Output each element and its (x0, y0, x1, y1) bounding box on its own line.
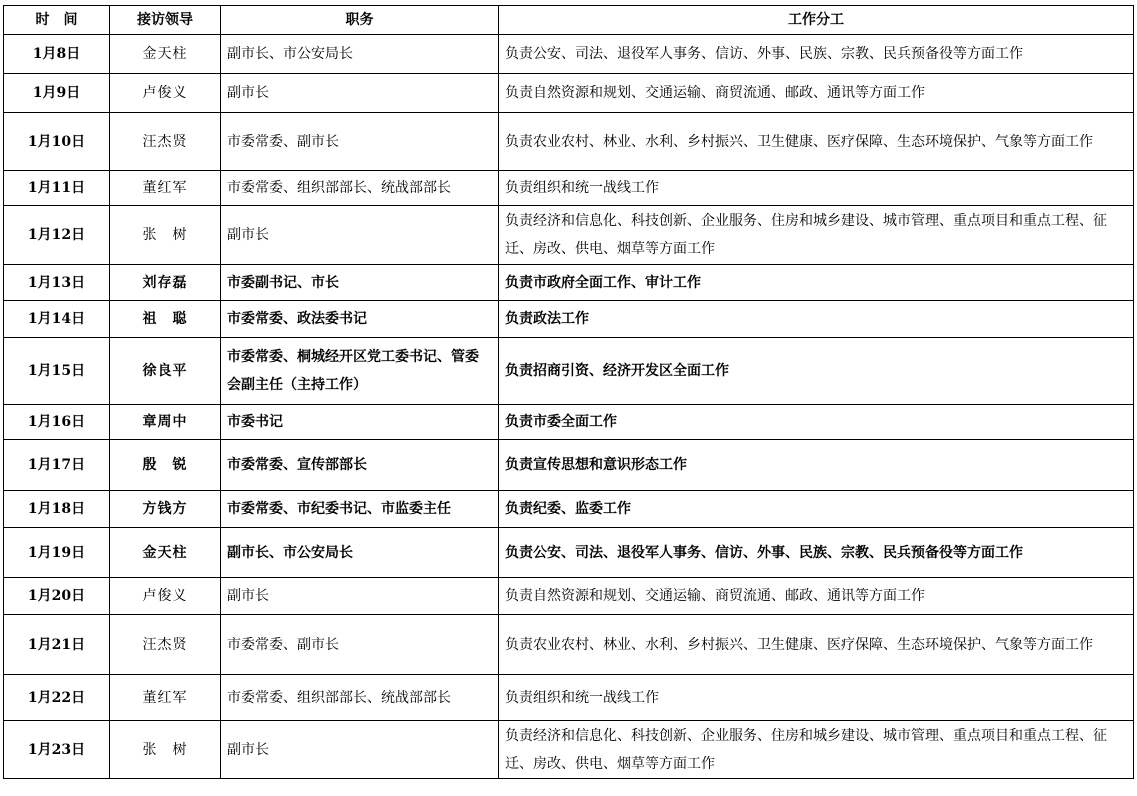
row-date: 1月12日 (4, 206, 110, 265)
header-date: 时 间 (4, 6, 110, 35)
row-duty: 负责宣传思想和意识形态工作 (499, 440, 1134, 491)
row-duty: 负责市政府全面工作、审计工作 (499, 265, 1134, 301)
row-date: 1月14日 (4, 301, 110, 338)
row-duty: 负责组织和统一战线工作 (499, 675, 1134, 721)
row-leader: 卢俊义 (110, 74, 221, 113)
row-leader: 汪杰贤 (110, 113, 221, 171)
row-position: 市委副书记、市长 (221, 265, 499, 301)
row-duty: 负责招商引资、经济开发区全面工作 (499, 338, 1134, 405)
header-duty: 工作分工 (499, 6, 1134, 35)
table-row (4, 578, 1134, 615)
table-row (4, 35, 1134, 74)
table-row (4, 301, 1134, 338)
table-row (4, 440, 1134, 491)
table-row (4, 113, 1134, 171)
table-row (4, 615, 1134, 675)
row-position: 市委常委、副市长 (221, 113, 499, 171)
row-position: 市委常委、副市长 (221, 615, 499, 675)
row-leader: 董红军 (110, 171, 221, 206)
table-header-row (4, 6, 1134, 35)
row-leader: 汪杰贤 (110, 615, 221, 675)
table-row (4, 338, 1134, 405)
table-row (4, 491, 1134, 528)
row-leader: 金天柱 (110, 35, 221, 74)
row-position: 副市长、市公安局长 (221, 35, 499, 74)
row-position: 市委常委、组织部部长、统战部部长 (221, 675, 499, 721)
row-position: 市委常委、组织部部长、统战部部长 (221, 171, 499, 206)
row-position: 副市长 (221, 74, 499, 113)
row-duty: 负责农业农村、林业、水利、乡村振兴、卫生健康、医疗保障、生态环境保护、气象等方面工作 (499, 113, 1134, 171)
row-duty: 负责纪委、监委工作 (499, 491, 1134, 528)
row-leader: 卢俊义 (110, 578, 221, 615)
row-date: 1月20日 (4, 578, 110, 615)
row-leader: 殷 锐 (110, 440, 221, 491)
row-leader: 祖 聪 (110, 301, 221, 338)
row-duty: 负责经济和信息化、科技创新、企业服务、住房和城乡建设、城市管理、重点项目和重点工程、征迁、房改、供电、烟草等方面工作 (499, 721, 1134, 779)
row-date: 1月11日 (4, 171, 110, 206)
header-leader: 接访领导 (110, 6, 221, 35)
table-row (4, 206, 1134, 265)
row-duty: 负责农业农村、林业、水利、乡村振兴、卫生健康、医疗保障、生态环境保护、气象等方面工作 (499, 615, 1134, 675)
row-date: 1月8日 (4, 35, 110, 74)
row-leader: 刘存磊 (110, 265, 221, 301)
row-position: 副市长 (221, 721, 499, 779)
header-position: 职务 (221, 6, 499, 35)
row-duty: 负责政法工作 (499, 301, 1134, 338)
row-date: 1月17日 (4, 440, 110, 491)
row-date: 1月21日 (4, 615, 110, 675)
row-leader: 张 树 (110, 721, 221, 779)
leader-visit-schedule-table (3, 5, 1134, 779)
row-leader: 董红军 (110, 675, 221, 721)
row-date: 1月16日 (4, 405, 110, 440)
row-duty: 负责自然资源和规划、交通运输、商贸流通、邮政、通讯等方面工作 (499, 74, 1134, 113)
table-row (4, 171, 1134, 206)
row-date: 1月23日 (4, 721, 110, 779)
row-duty: 负责公安、司法、退役军人事务、信访、外事、民族、宗教、民兵预备役等方面工作 (499, 528, 1134, 578)
row-date: 1月15日 (4, 338, 110, 405)
row-leader: 徐良平 (110, 338, 221, 405)
row-leader: 张 树 (110, 206, 221, 265)
row-position: 市委常委、宣传部部长 (221, 440, 499, 491)
table-row (4, 675, 1134, 721)
table-row (4, 405, 1134, 440)
row-position: 市委常委、桐城经开区党工委书记、管委会副主任（主持工作） (221, 338, 499, 405)
row-date: 1月18日 (4, 491, 110, 528)
row-position: 市委常委、政法委书记 (221, 301, 499, 338)
row-position: 副市长 (221, 578, 499, 615)
table-row (4, 74, 1134, 113)
row-duty: 负责组织和统一战线工作 (499, 171, 1134, 206)
row-duty: 负责市委全面工作 (499, 405, 1134, 440)
row-date: 1月22日 (4, 675, 110, 721)
row-duty: 负责经济和信息化、科技创新、企业服务、住房和城乡建设、城市管理、重点项目和重点工程、征迁、房改、供电、烟草等方面工作 (499, 206, 1134, 265)
row-position: 市委书记 (221, 405, 499, 440)
row-leader: 金天柱 (110, 528, 221, 578)
table-row (4, 265, 1134, 301)
row-duty: 负责自然资源和规划、交通运输、商贸流通、邮政、通讯等方面工作 (499, 578, 1134, 615)
row-duty: 负责公安、司法、退役军人事务、信访、外事、民族、宗教、民兵预备役等方面工作 (499, 35, 1134, 74)
table-row (4, 721, 1134, 779)
row-date: 1月10日 (4, 113, 110, 171)
row-date: 1月19日 (4, 528, 110, 578)
row-position: 副市长 (221, 206, 499, 265)
row-date: 1月9日 (4, 74, 110, 113)
row-leader: 章周中 (110, 405, 221, 440)
row-leader: 方钱方 (110, 491, 221, 528)
row-date: 1月13日 (4, 265, 110, 301)
table-row (4, 528, 1134, 578)
row-position: 副市长、市公安局长 (221, 528, 499, 578)
row-position: 市委常委、市纪委书记、市监委主任 (221, 491, 499, 528)
